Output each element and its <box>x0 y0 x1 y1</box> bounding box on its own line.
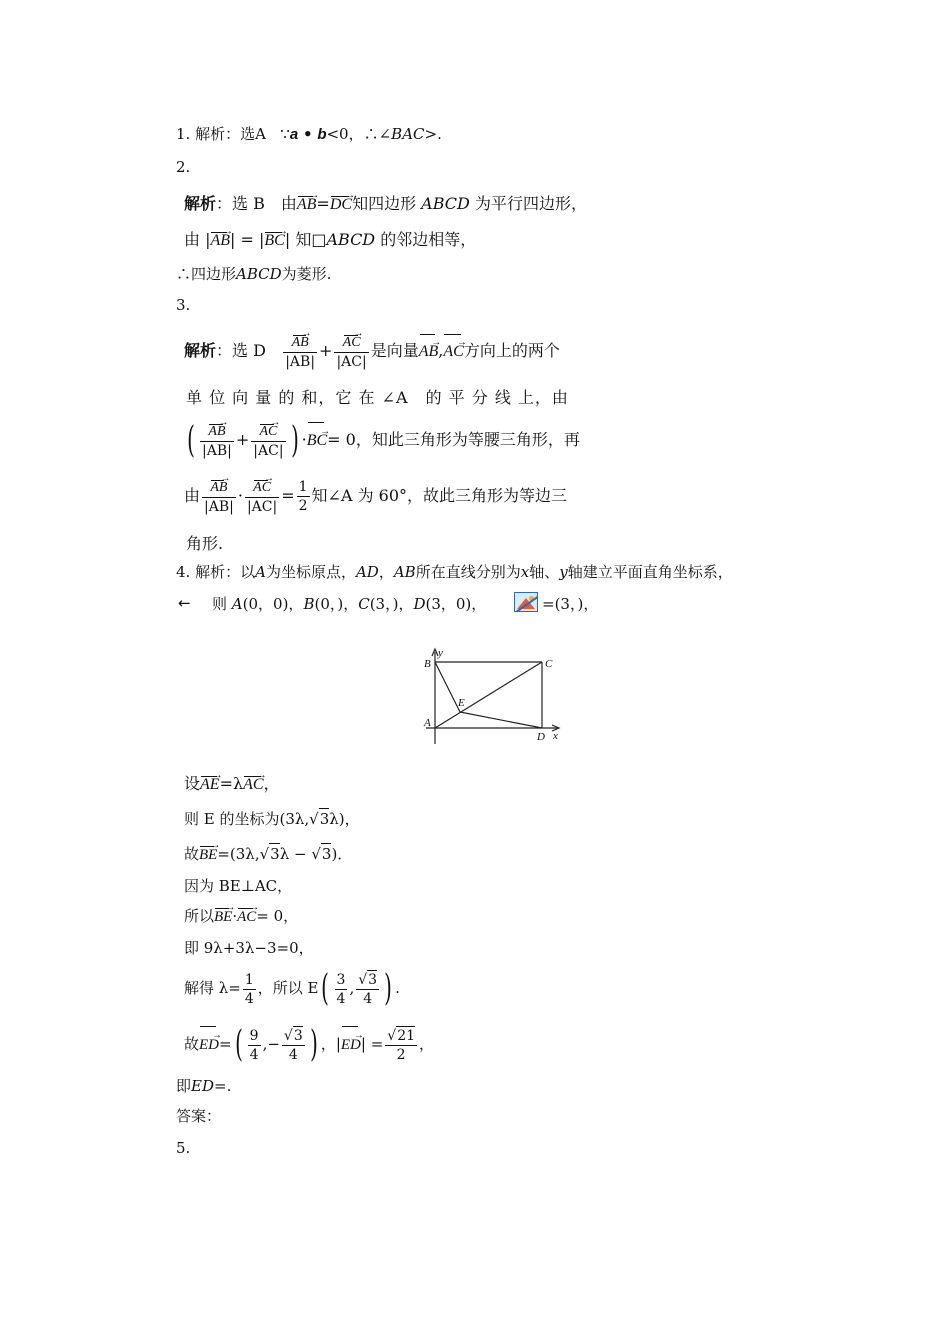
q4-line2 <box>212 594 486 614</box>
vec-b: b <box>317 126 327 143</box>
q3-line1 <box>184 332 560 371</box>
abs-ac: |AC| <box>253 442 284 459</box>
broken-image-icon <box>514 592 538 612</box>
q4-then: 则 <box>212 595 228 613</box>
dot: · <box>232 907 238 925</box>
because-symbol: ∵ <box>280 125 290 143</box>
vec-dc: DC → <box>330 195 352 215</box>
q4-text: 为坐标原点， <box>265 563 356 581</box>
q4-line2-tail: =(3，)， <box>542 595 599 613</box>
abs-ac: |AC| <box>246 498 278 515</box>
vec-be: BE → <box>199 845 217 865</box>
point-a: A <box>255 563 266 581</box>
vec-ac: AC → <box>343 334 361 352</box>
q2-label: 解析 <box>184 194 217 213</box>
q3-select: ：选 D <box>216 341 266 360</box>
label-y: y <box>438 647 443 659</box>
unit-vec-ac <box>251 422 285 460</box>
q1-tail: >. <box>424 125 442 143</box>
sqrt-21: 21 <box>397 1028 416 1044</box>
fraction-sqrt3-over-4: $\frac{√3}{4}$ <box>358 972 378 1007</box>
plus: + <box>319 341 333 360</box>
fraction-nine-quarters <box>248 1027 261 1064</box>
step-end: = 0， <box>256 907 299 925</box>
separator: ， <box>378 563 394 581</box>
step-mid: λ − <box>279 845 307 863</box>
minus: − <box>267 1035 280 1053</box>
q3-l4-text: 知∠A 为 60°，故此三角形为等边三 <box>311 486 568 505</box>
step-end: =. <box>214 1077 232 1095</box>
vec-be: BE → <box>214 907 232 927</box>
segment-ad: AD <box>355 563 379 581</box>
comma: , <box>438 341 444 360</box>
q3-line3 <box>184 420 580 461</box>
q4-step8 <box>184 1024 434 1065</box>
half-den: 2 <box>298 498 308 514</box>
vec-a: a <box>289 126 299 143</box>
comma: , <box>349 979 355 997</box>
q4-step3: 故BE →=(3λ,√3λ − √3)． <box>184 843 352 865</box>
vec-bc: BC → <box>307 421 327 461</box>
q2-l3-pre: ∴四边形 <box>176 265 237 283</box>
step-mid: ，所以 E <box>257 979 319 997</box>
left-paren: ( <box>234 1024 243 1065</box>
step-mid: ，| <box>320 1035 341 1053</box>
equals: = <box>219 1035 232 1053</box>
angle-bac: BAC <box>391 125 425 143</box>
q2-text: 知四边形 <box>352 194 417 213</box>
sqrt-3: 3 <box>368 972 378 988</box>
vec-ac: AC → <box>443 333 463 371</box>
point-a: A <box>231 595 243 613</box>
right-paren: ) <box>290 419 299 461</box>
fraction-sqrt21-over-2: $\frac{√21}{2}$ <box>387 1028 416 1063</box>
fraction-half <box>297 478 310 515</box>
vec-ab: AB → <box>419 333 439 371</box>
q3-line2: 单 位 向 量 的 和，它 在 ∠A 的 平 分 线 上，由 <box>186 388 569 407</box>
q3-l3-text: = 0，知此三角形为等腰三角形，再 <box>327 430 580 449</box>
point-d: D <box>413 595 426 613</box>
q4-step5 <box>184 906 298 927</box>
q3-line5: 角形. <box>186 534 224 553</box>
q1-number: 1. <box>176 125 191 143</box>
vec-ac: AC → <box>243 775 263 795</box>
coordinate-figure <box>420 644 566 746</box>
sqrt-3: 3 <box>321 845 332 863</box>
q2-number: 2. <box>176 158 191 176</box>
den: 4 <box>336 990 346 1007</box>
q3-text-end: 方向上的两个 <box>463 341 560 360</box>
label-c: C <box>545 658 553 670</box>
vec-ab: AB → <box>208 423 225 441</box>
den: 4 <box>363 991 373 1007</box>
segment-ab: AB <box>393 563 416 581</box>
label-a: A <box>424 717 431 729</box>
coord-c: (3，)， <box>369 595 414 613</box>
q4-answer: 答案： <box>176 1107 222 1125</box>
q2-text-end: 为平行四边形， <box>474 194 587 213</box>
den: 4 <box>244 990 254 1007</box>
axis-y: y <box>559 563 568 581</box>
quad-abcd: ABCD <box>236 265 282 283</box>
q4-text: 轴建立平面直角坐标系， <box>567 563 733 581</box>
q2-select: ：选 B 由 <box>216 194 297 213</box>
unit-vec-ab <box>200 422 234 460</box>
step-end: . <box>395 979 400 997</box>
vec-bc: BC → <box>264 231 284 251</box>
q4-step9 <box>176 1076 231 1096</box>
q5-number: 5. <box>176 1139 191 1157</box>
q2-l2-mid: | = | <box>230 230 265 249</box>
return-arrow-icon: ← <box>178 594 191 612</box>
equals: = <box>316 194 330 213</box>
den: 2 <box>396 1047 406 1063</box>
vec-ab: AB → <box>210 479 227 497</box>
vec-ac: AC → <box>237 907 256 927</box>
step-abs: | = <box>360 1035 384 1053</box>
sqrt-3: 3 <box>293 1028 303 1044</box>
abs-ab: |AB| <box>202 442 232 459</box>
vec-ed: ED → <box>199 1025 219 1065</box>
coord-d: (3，0)， <box>425 595 487 613</box>
fraction-three-quarters <box>335 971 348 1008</box>
label-b: B <box>424 658 431 670</box>
step-pre: 设 <box>184 774 201 793</box>
sqrt-3: 3 <box>270 845 280 863</box>
q2-line2 <box>184 230 476 251</box>
q4-text: 轴、 <box>529 563 560 581</box>
q3-line4 <box>184 476 567 516</box>
left-paren: ( <box>321 968 330 1009</box>
step-text: 则 E 的坐标为(3λ, <box>184 810 310 828</box>
left-paren: ( <box>187 419 195 461</box>
right-paren: ) <box>384 968 392 1009</box>
step-pre: 故 <box>184 1035 200 1053</box>
equals: = <box>281 486 295 505</box>
vec-ae: AE → <box>200 775 220 795</box>
plus: + <box>235 430 250 449</box>
vec-ab: AB → <box>297 195 317 215</box>
axis-x: x <box>520 563 530 581</box>
den: 4 <box>288 1047 298 1063</box>
q1-line <box>176 124 442 145</box>
q1-label: 解析：选 <box>195 125 256 143</box>
unit-vec-ab <box>283 333 317 371</box>
num: 9 <box>249 1027 259 1044</box>
step-eq: =λ <box>219 774 244 793</box>
right-paren: ) <box>309 1024 318 1065</box>
quad-abcd: ABCD <box>421 194 470 213</box>
num: 3 <box>336 971 346 988</box>
q2-l2-post: | 知□ <box>284 230 327 249</box>
q2-l3-end: 为菱形. <box>281 265 332 283</box>
coord-a: (0，0)， <box>242 595 304 613</box>
q2-l2-pre: 由 | <box>184 230 211 249</box>
q4-text: 解析：以 <box>195 563 256 581</box>
dot: · <box>237 486 243 505</box>
unit-vec-ac <box>245 478 279 516</box>
q4-text: 所在直线分别为 <box>415 563 521 581</box>
den: 4 <box>249 1046 259 1063</box>
q3-number: 3. <box>176 296 191 314</box>
vec-ab: AB → <box>292 334 309 352</box>
q4-step6: 即 9λ+3λ−3=0， <box>184 939 314 957</box>
dot-symbol: • <box>302 125 313 143</box>
sqrt-3: 3 <box>319 810 330 828</box>
point-c: C <box>358 595 370 613</box>
segment-be <box>435 662 460 712</box>
label-d: D <box>537 731 545 743</box>
half-num: 1 <box>298 479 308 495</box>
quad-abcd: ABCD <box>326 230 376 249</box>
step-end: λ)， <box>329 810 360 828</box>
num: 1 <box>244 971 254 988</box>
q1-option: A <box>255 125 266 143</box>
step-pre: 解得 λ= <box>184 979 241 997</box>
comma: , <box>262 1035 268 1053</box>
unit-vec-ab <box>202 478 236 516</box>
step-end: ， <box>263 774 280 793</box>
q2-line3 <box>176 264 331 284</box>
q4-step2: 则 E 的坐标为(3λ,√3λ)， <box>184 810 360 828</box>
q3-label: 解析 <box>184 341 217 360</box>
step-end: )． <box>331 845 353 863</box>
vec-ed: ED → <box>341 1025 361 1065</box>
step-eq: =(3λ, <box>217 845 260 863</box>
abs-ac: |AC| <box>336 353 367 370</box>
abs-ab: |AB| <box>204 498 234 515</box>
q2-l2-end: 的邻边相等， <box>380 230 477 249</box>
coord-b: (0，)， <box>314 595 359 613</box>
fraction-one-quarter <box>243 971 256 1008</box>
dot: · <box>301 430 307 449</box>
label-x: x <box>553 730 558 742</box>
segment-ed <box>460 712 542 728</box>
abs-ab: |AB| <box>285 353 316 370</box>
q4-number: 4. <box>176 563 191 581</box>
q2-line1 <box>184 194 587 215</box>
vec-ac: AC → <box>253 479 271 497</box>
step-pre: 故 <box>184 845 200 863</box>
vec-ac: AC → <box>259 423 277 441</box>
unit-vec-ac <box>334 333 368 371</box>
step-pre: 即 <box>176 1077 192 1095</box>
q4-step7 <box>184 968 400 1008</box>
segment-ed: ED <box>191 1077 214 1095</box>
q4-line1 <box>176 562 733 582</box>
fraction-sqrt3-over-4: $\frac{√3}{4}$ <box>283 1028 303 1063</box>
q1-text: <0，∴∠ <box>326 125 392 143</box>
q3-text: 是向量 <box>370 341 419 360</box>
q3-l4-pre: 由 <box>184 486 201 505</box>
step-end: ， <box>419 1035 435 1053</box>
label-e: E <box>458 697 465 709</box>
vec-ab: AB → <box>210 231 230 251</box>
step-pre: 所以 <box>184 907 215 925</box>
q4-step1 <box>184 774 280 795</box>
q4-step4: 因为 BE⊥AC， <box>184 877 293 895</box>
point-b: B <box>303 595 315 613</box>
